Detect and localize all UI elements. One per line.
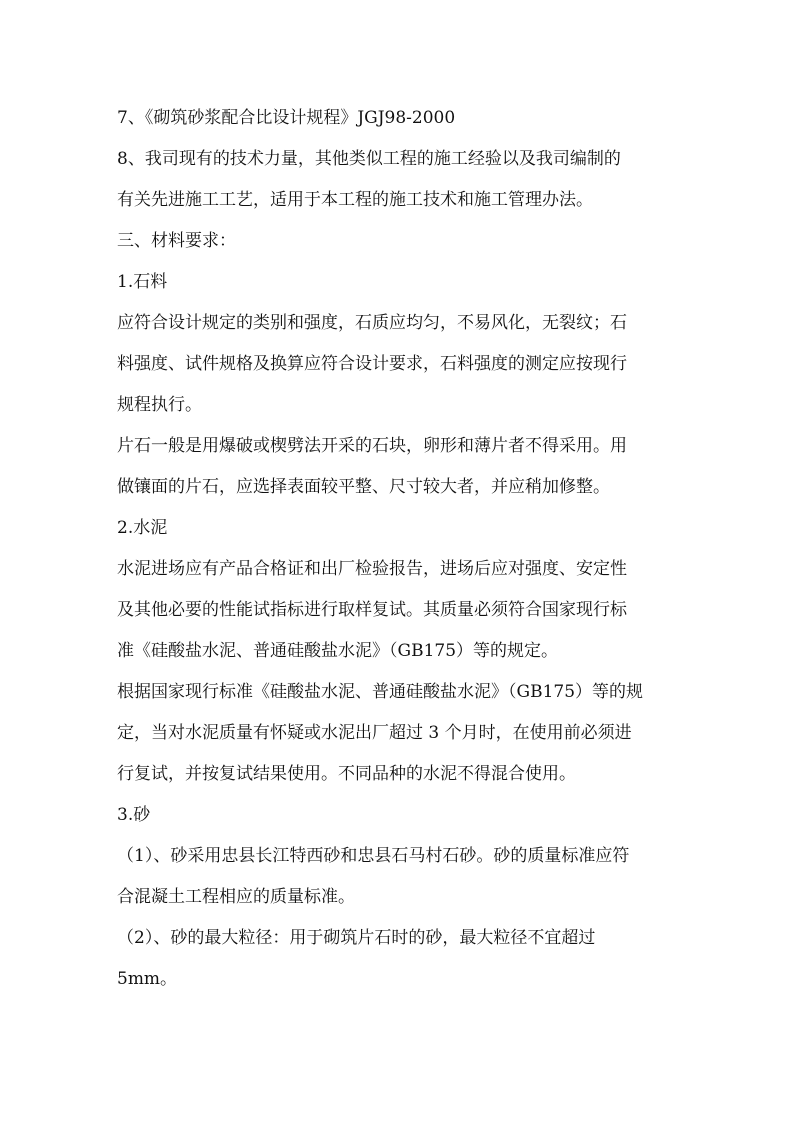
paragraph-stone-1-line-1: 应符合设计规定的类别和强度，石质应均匀，不易风化，无裂纹；石 (117, 313, 627, 333)
paragraph-cement-2-line-3: 行复试，并按复试结果使用。不同品种的水泥不得混合使用。 (117, 764, 576, 784)
list-item-7: 7、《砌筑砂浆配合比设计规程》JGJ98-2000 (117, 108, 456, 128)
subheading-stone: 1.石料 (117, 272, 168, 292)
section-heading-materials: 三、材料要求： (117, 231, 236, 251)
paragraph-stone-1-line-2: 料强度、试件规格及换算应符合设计要求，石料强度的测定应按现行 (117, 354, 627, 374)
paragraph-stone-2-line-2: 做镶面的片石，应选择表面较平整、尺寸较大者，并应稍加修整。 (117, 477, 610, 497)
paragraph-cement-2-line-1: 根据国家现行标准《硅酸盐水泥、普通硅酸盐水泥》（GB175）等的规 (117, 682, 644, 702)
list-item-8-line-2: 有关先进施工工艺，适用于本工程的施工技术和施工管理办法。 (117, 190, 593, 210)
paragraph-cement-1-line-1: 水泥进场应有产品合格证和出厂检验报告，进场后应对强度、安定性 (117, 559, 627, 579)
paragraph-sand-1-line-1: （1）、砂采用忠县长江特西砂和忠县石马村石砂。砂的质量标准应符 (117, 846, 630, 866)
paragraph-stone-1-line-3: 规程执行。 (117, 395, 202, 415)
list-item-8-line-1: 8、我司现有的技术力量，其他类似工程的施工经验以及我司编制的 (117, 149, 621, 169)
paragraph-sand-1-line-2: 合混凝土工程相应的质量标准。 (117, 887, 355, 907)
paragraph-stone-2-line-1: 片石一般是用爆破或楔劈法开采的石块，卵形和薄片者不得采用。用 (117, 436, 627, 456)
paragraph-sand-2-line-2: 5mm。 (117, 969, 178, 989)
paragraph-cement-1-line-2: 及其他必要的性能试指标进行取样复试。其质量必须符合国家现行标 (117, 600, 627, 620)
subheading-cement: 2.水泥 (117, 518, 168, 538)
subheading-sand: 3.砂 (117, 805, 151, 825)
paragraph-cement-1-line-3: 准《硅酸盐水泥、普通硅酸盐水泥》（GB175）等的规定。 (117, 641, 559, 661)
paragraph-sand-2-line-1: （2）、砂的最大粒径：用于砌筑片石时的砂，最大粒径不宜超过 (117, 928, 596, 948)
paragraph-cement-2-line-2: 定，当对水泥质量有怀疑或水泥出厂超过 3 个月时，在使用前必须进 (117, 723, 632, 743)
document-body (117, 104, 677, 994)
